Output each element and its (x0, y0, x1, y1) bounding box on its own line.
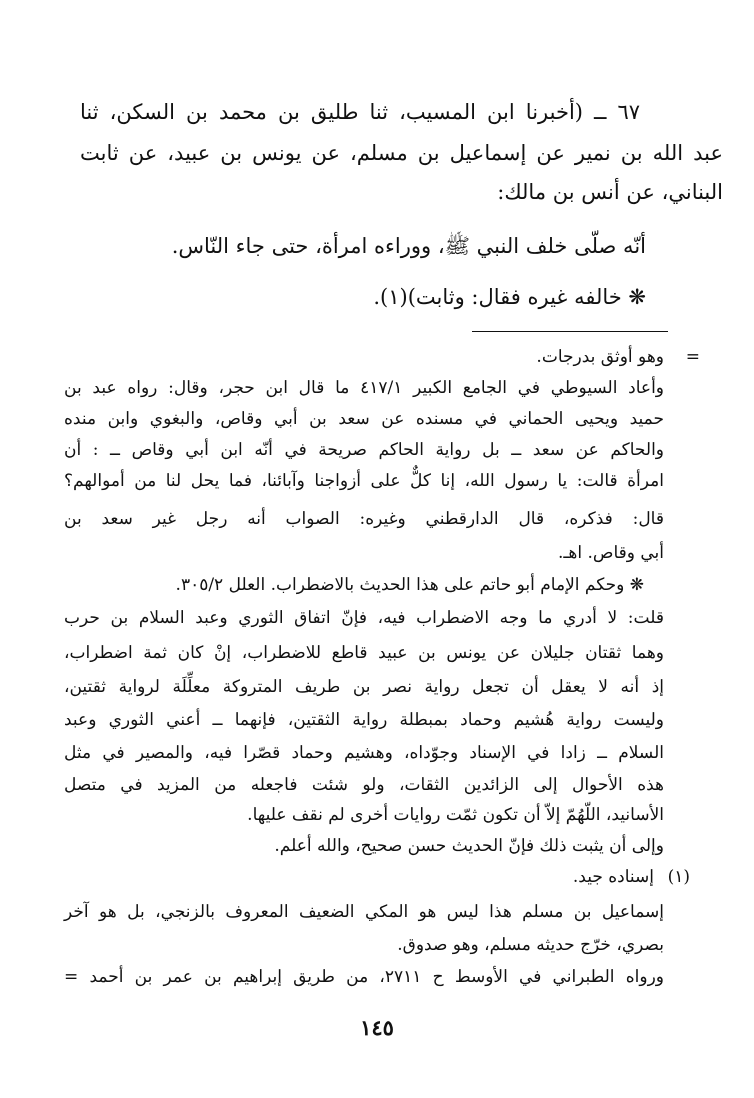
footnote-line: وهما ثقتان جليلان عن يونس بن عبيد قاطع للاضطراب، إنْ كان ثمة اضطراب، (64, 643, 664, 663)
footnote-line: ❋ وحكم الإمام أبو حاتم على هذا الحديث بالاضطراب. العلل ٣٠٥/٢. (175, 575, 644, 595)
footnote-1-line: إسناده جيد. (572, 867, 654, 887)
footnote-line: وأعاد السيوطي في الجامع الكبير ٤١٧/١ ما قال ابن حجر، وقال: رواه عبد بن (64, 378, 665, 398)
footnote-line: السلام ــ زادا في الإسناد وجوّداه، وهشيم وحماد قصّرا فيه، والمصير في مثل (64, 743, 664, 763)
footnote-1-line: إسماعيل بن مسلم هذا ليس هو المكي الضعيف المعروف بالزنجي، بل هو آخر (64, 902, 664, 922)
footnote-line: حميد ويحيى الحماني في مسنده عن سعد بن أبي وقاص، والبغوي وابن منده (64, 409, 664, 429)
footnote-line: وإلى أن يثبت ذلك فإنّ الحديث حسن صحيح، والله أعلم. (274, 836, 664, 856)
footnote-line: الأسانيد، اللّهُمّ إلاّ أن تكون ثمّت روايات أخرى لم نقف عليها. (247, 805, 664, 825)
footnote-line: هذه الأحوال إلى الزائدين الثقات، ولو شئت فاجعله من المزيد في متصل (64, 775, 664, 795)
footnote-1-marker: (١) (667, 867, 690, 887)
footnote-line: قال: فذكره، قال الدارقطني وغيره: الصواب أنه رجل غير سعد بن (64, 509, 664, 529)
footnote-line: أبي وقاص. اهـ. (558, 543, 664, 563)
hadith-line-3: البناني، عن أنس بن مالك: (497, 180, 723, 204)
page-number: ١٤٥ (360, 1015, 394, 1040)
footnote-continuation-marker: = (685, 347, 700, 367)
footnote-separator (472, 331, 668, 332)
hadith-line-1: ٦٧ ــ (أخبرنا ابن المسيب، ثنا طليق بن محمد بن السكن، ثنا (80, 100, 640, 124)
footnote-1-line: ورواه الطبراني في الأوسط ح ٢٧١١، من طريق إبراهيم بن عمر بن أحمد = (64, 967, 664, 987)
hadith-line-2: عبد الله بن نمير عن إسماعيل بن مسلم، عن يونس بن عبيد، عن ثابت (80, 141, 723, 165)
footnote-line: امرأة قالت: يا رسول الله، إنا كلٌّ على أزواجنا وآبائنا، فما يحل لنا من أموالهم؟ (64, 471, 664, 491)
footnote-line: وليست رواية هُشيم وحماد بمبطلة رواية الثقتين، فإنهما ــ أعني الثوري وعبد (64, 710, 664, 730)
footnote-line: إذ أنه لا يعقل أن تجعل رواية نصر بن طريف المتروكة معلِّلَة لرواية ثقتين، (64, 677, 664, 697)
footnote-1-line: بصري، خرّج حديثه مسلم، وهو صدوق. (397, 935, 664, 955)
hadith-note: ❋ خالفه غيره فقال: وثابت)(١). (373, 285, 646, 309)
footnote-line: وهو أوثق بدرجات. (536, 347, 664, 367)
hadith-text: أنّه صلّى خلف النبي ﷺ، ووراءه امرأة، حتى جاء النّاس. (171, 234, 646, 258)
footnote-line: والحاكم عن سعد ــ بل رواية الحاكم صريحة في أنّه ابن أبي وقاص ــ : أن (64, 440, 664, 460)
footnote-line: قلت: لا أدري ما وجه الاضطراب فيه، فإنّ اتفاق الثوري وعبد السلام بن حرب (64, 608, 664, 628)
